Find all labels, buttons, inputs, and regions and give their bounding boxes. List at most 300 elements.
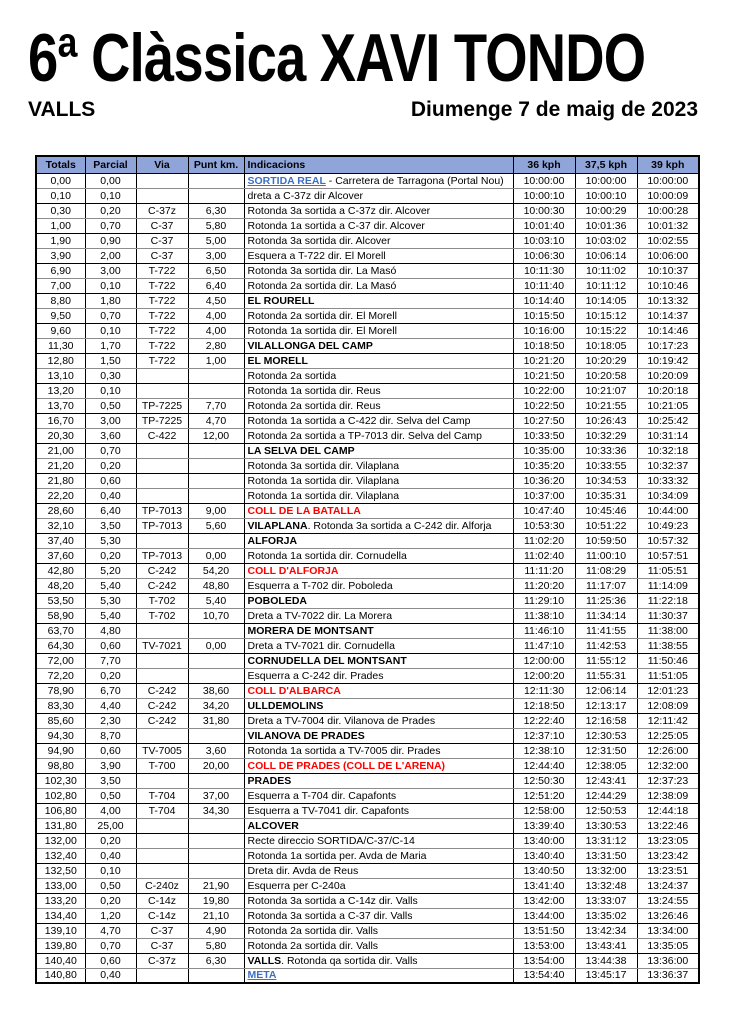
- time-36kph-cell: 10:11:30: [513, 263, 575, 278]
- time-39kph-cell: 10:10:37: [637, 263, 699, 278]
- time-36kph-cell: 13:39:40: [513, 818, 575, 833]
- indicacions-cell: [244, 653, 513, 668]
- km-cell: [188, 728, 244, 743]
- table-row: [36, 713, 699, 728]
- via-cell: C-37: [136, 233, 188, 248]
- time-36kph-cell: 13:42:00: [513, 893, 575, 908]
- indicacions-text: Rotonda 1a sortida dir. El Morell: [247, 324, 397, 337]
- parcial-cell: 0,00: [85, 173, 136, 188]
- time-375kph-cell: 11:08:29: [575, 563, 637, 578]
- parcial-cell: 0,40: [85, 848, 136, 863]
- parcial-cell: 0,50: [85, 878, 136, 893]
- totals-cell: 21,80: [36, 473, 85, 488]
- via-cell: T-722: [136, 353, 188, 368]
- km-cell: [188, 383, 244, 398]
- parcial-cell: 0,70: [85, 218, 136, 233]
- time-39kph-cell: 11:30:37: [637, 608, 699, 623]
- via-cell: C-37: [136, 218, 188, 233]
- time-39kph-cell: 10:44:00: [637, 503, 699, 518]
- time-36kph-cell: 10:03:10: [513, 233, 575, 248]
- event-subtitle-row: [28, 98, 698, 122]
- km-cell: 48,80: [188, 578, 244, 593]
- via-cell: [136, 368, 188, 383]
- time-39kph-cell: 10:34:09: [637, 488, 699, 503]
- indicacions-text: Rotonda 1a sortida a TV-7005 dir. Prades: [247, 744, 441, 757]
- totals-cell: 7,00: [36, 278, 85, 293]
- time-375kph-cell: 10:01:36: [575, 218, 637, 233]
- time-36kph-cell: 10:00:30: [513, 203, 575, 218]
- time-375kph-cell: 12:16:58: [575, 713, 637, 728]
- via-cell: [136, 623, 188, 638]
- time-375kph-cell: 13:31:50: [575, 848, 637, 863]
- km-cell: 5,80: [188, 938, 244, 953]
- km-cell: [188, 473, 244, 488]
- km-cell: 6,30: [188, 203, 244, 218]
- parcial-cell: 3,00: [85, 413, 136, 428]
- via-cell: T-704: [136, 788, 188, 803]
- km-cell: [188, 443, 244, 458]
- parcial-cell: 5,30: [85, 533, 136, 548]
- table-row: [36, 848, 699, 863]
- time-39kph-cell: 10:19:42: [637, 353, 699, 368]
- via-cell: [136, 968, 188, 983]
- time-39kph-cell: 12:26:00: [637, 743, 699, 758]
- totals-cell: 32,10: [36, 518, 85, 533]
- totals-cell: 132,50: [36, 863, 85, 878]
- time-375kph-cell: 13:30:53: [575, 818, 637, 833]
- totals-cell: 9,50: [36, 308, 85, 323]
- indicacions-text: Esquerra a T-702 dir. Poboleda: [247, 579, 393, 592]
- km-cell: 38,60: [188, 683, 244, 698]
- indicacions-text: Rotonda 1a sortida dir. Vilaplana: [247, 474, 400, 487]
- via-cell: TV-7021: [136, 638, 188, 653]
- km-cell: 34,30: [188, 803, 244, 818]
- totals-cell: 132,00: [36, 833, 85, 848]
- parcial-cell: 0,60: [85, 638, 136, 653]
- via-cell: [136, 818, 188, 833]
- parcial-cell: 8,70: [85, 728, 136, 743]
- indicacions-cell: [244, 968, 513, 983]
- indicacions-text: Rotonda 2a sortida dir. Valls: [247, 924, 379, 937]
- time-39kph-cell: 10:02:55: [637, 233, 699, 248]
- table-row: [36, 938, 699, 953]
- time-375kph-cell: 10:11:12: [575, 278, 637, 293]
- via-cell: [136, 653, 188, 668]
- table-row: [36, 488, 699, 503]
- via-cell: C-14z: [136, 893, 188, 908]
- table-row: [36, 653, 699, 668]
- indicacions-text: EL ROURELL: [247, 294, 315, 307]
- parcial-cell: 3,50: [85, 518, 136, 533]
- time-36kph-cell: 13:40:50: [513, 863, 575, 878]
- km-cell: 5,00: [188, 233, 244, 248]
- km-cell: [188, 653, 244, 668]
- time-36kph-cell: 10:36:20: [513, 473, 575, 488]
- indicacions-cell: [244, 743, 513, 758]
- indicacions-cell: [244, 608, 513, 623]
- table-row: [36, 218, 699, 233]
- totals-cell: 63,70: [36, 623, 85, 638]
- parcial-cell: 0,90: [85, 233, 136, 248]
- parcial-cell: 4,80: [85, 623, 136, 638]
- via-cell: [136, 458, 188, 473]
- totals-cell: 53,50: [36, 593, 85, 608]
- parcial-cell: 5,40: [85, 578, 136, 593]
- time-39kph-cell: 12:25:05: [637, 728, 699, 743]
- via-cell: C-37: [136, 938, 188, 953]
- indicacions-text: Recte direccio SORTIDA/C-37/C-14: [247, 834, 415, 847]
- via-cell: [136, 848, 188, 863]
- time-36kph-cell: 10:01:40: [513, 218, 575, 233]
- time-39kph-cell: 12:32:00: [637, 758, 699, 773]
- km-cell: [188, 173, 244, 188]
- totals-cell: 98,80: [36, 758, 85, 773]
- time-36kph-cell: 10:15:50: [513, 308, 575, 323]
- time-39kph-cell: 13:34:00: [637, 923, 699, 938]
- time-36kph-cell: 11:11:20: [513, 563, 575, 578]
- totals-cell: 0,00: [36, 173, 85, 188]
- parcial-cell: 25,00: [85, 818, 136, 833]
- time-39kph-cell: 10:49:23: [637, 518, 699, 533]
- parcial-cell: 1,80: [85, 293, 136, 308]
- totals-cell: 8,80: [36, 293, 85, 308]
- table-row: [36, 623, 699, 638]
- time-36kph-cell: 10:27:50: [513, 413, 575, 428]
- totals-cell: 140,40: [36, 953, 85, 968]
- time-36kph-cell: 10:53:30: [513, 518, 575, 533]
- time-36kph-cell: 10:21:20: [513, 353, 575, 368]
- indicacions-cell: [244, 548, 513, 563]
- table-row: [36, 308, 699, 323]
- time-39kph-cell: 10:20:09: [637, 368, 699, 383]
- time-39kph-cell: 13:22:46: [637, 818, 699, 833]
- indicacions-text: Rotonda 2a sortida a TP-7013 dir. Selva del Camp: [247, 429, 482, 442]
- table-row: [36, 428, 699, 443]
- totals-cell: 13,20: [36, 383, 85, 398]
- indicacions-text: Rotonda 1a sortida dir. Vilaplana: [247, 489, 400, 502]
- totals-cell: 94,30: [36, 728, 85, 743]
- indicacions-text: dreta a C-37z dir Alcover: [247, 189, 364, 202]
- via-cell: C-422: [136, 428, 188, 443]
- indicacions-cell: [244, 458, 513, 473]
- time-375kph-cell: 10:59:50: [575, 533, 637, 548]
- time-375kph-cell: 10:18:05: [575, 338, 637, 353]
- column-header-7: 39 kph: [637, 156, 699, 173]
- indicacions-text: CORNUDELLA DEL MONTSANT: [247, 654, 407, 667]
- indicacions-cell: [244, 203, 513, 218]
- totals-cell: 16,70: [36, 413, 85, 428]
- indicacions-cell: [244, 308, 513, 323]
- indicacions-text: COLL D'ALBARCA: [247, 684, 341, 697]
- km-cell: [188, 533, 244, 548]
- parcial-cell: 0,10: [85, 323, 136, 338]
- parcial-cell: 4,00: [85, 803, 136, 818]
- time-39kph-cell: 11:14:09: [637, 578, 699, 593]
- totals-cell: 139,80: [36, 938, 85, 953]
- time-375kph-cell: 10:15:12: [575, 308, 637, 323]
- km-cell: 5,60: [188, 518, 244, 533]
- parcial-cell: 0,50: [85, 398, 136, 413]
- indicacions-cell: [244, 938, 513, 953]
- indicacions-text: VALLS: [247, 954, 282, 967]
- time-375kph-cell: 13:32:48: [575, 878, 637, 893]
- time-36kph-cell: 13:40:00: [513, 833, 575, 848]
- km-cell: [188, 623, 244, 638]
- table-row: [36, 878, 699, 893]
- time-375kph-cell: 10:15:22: [575, 323, 637, 338]
- indicacions-text: . Rotonda qa sortida dir. Valls: [281, 954, 418, 967]
- indicacions-text: Esquerra a C-242 dir. Prades: [247, 669, 384, 682]
- totals-cell: 20,30: [36, 428, 85, 443]
- table-row: [36, 248, 699, 263]
- km-cell: 5,40: [188, 593, 244, 608]
- time-36kph-cell: 11:20:20: [513, 578, 575, 593]
- time-375kph-cell: 10:33:55: [575, 458, 637, 473]
- via-cell: TP-7225: [136, 413, 188, 428]
- time-39kph-cell: 10:21:05: [637, 398, 699, 413]
- totals-cell: 134,40: [36, 908, 85, 923]
- indicacions-text: Rotonda 1a sortida dir. Cornudella: [247, 549, 407, 562]
- time-36kph-cell: 12:37:10: [513, 728, 575, 743]
- parcial-cell: 0,20: [85, 893, 136, 908]
- totals-cell: 9,60: [36, 323, 85, 338]
- table-row: [36, 968, 699, 983]
- totals-cell: 106,80: [36, 803, 85, 818]
- totals-cell: 13,70: [36, 398, 85, 413]
- parcial-cell: 5,20: [85, 563, 136, 578]
- indicacions-cell: [244, 188, 513, 203]
- km-cell: [188, 773, 244, 788]
- parcial-cell: 4,40: [85, 698, 136, 713]
- via-cell: TP-7013: [136, 518, 188, 533]
- indicacions-text: . Rotonda 3a sortida a C-242 dir. Alforja: [307, 519, 492, 532]
- indicacions-cell: [244, 263, 513, 278]
- indicacions-cell: [244, 278, 513, 293]
- via-cell: T-722: [136, 308, 188, 323]
- indicacions-cell: [244, 953, 513, 968]
- time-36kph-cell: 12:18:50: [513, 698, 575, 713]
- totals-cell: 102,80: [36, 788, 85, 803]
- time-375kph-cell: 13:42:34: [575, 923, 637, 938]
- table-row: [36, 548, 699, 563]
- via-cell: [136, 863, 188, 878]
- time-39kph-cell: 10:14:37: [637, 308, 699, 323]
- via-cell: T-704: [136, 803, 188, 818]
- parcial-cell: 4,70: [85, 923, 136, 938]
- table-row: [36, 743, 699, 758]
- indicacions-text: Rotonda 1a sortida a C-37 dir. Alcover: [247, 219, 425, 232]
- time-39kph-cell: 10:57:51: [637, 548, 699, 563]
- time-375kph-cell: 11:55:12: [575, 653, 637, 668]
- totals-cell: 1,90: [36, 233, 85, 248]
- via-cell: C-242: [136, 698, 188, 713]
- table-row: [36, 233, 699, 248]
- indicacions-text: Dreta a TV-7021 dir. Cornudella: [247, 639, 395, 652]
- time-36kph-cell: 13:40:40: [513, 848, 575, 863]
- indicacions-text: Rotonda 3a sortida dir. La Masó: [247, 264, 397, 277]
- time-39kph-cell: 10:25:42: [637, 413, 699, 428]
- totals-cell: 21,00: [36, 443, 85, 458]
- time-36kph-cell: 13:54:40: [513, 968, 575, 983]
- indicacions-cell: [244, 323, 513, 338]
- table-row: [36, 788, 699, 803]
- via-cell: C-242: [136, 683, 188, 698]
- time-375kph-cell: 10:35:31: [575, 488, 637, 503]
- totals-cell: 139,10: [36, 923, 85, 938]
- totals-cell: 22,20: [36, 488, 85, 503]
- indicacions-cell: [244, 173, 513, 188]
- time-36kph-cell: 12:44:40: [513, 758, 575, 773]
- time-36kph-cell: 12:51:20: [513, 788, 575, 803]
- time-39kph-cell: 10:32:18: [637, 443, 699, 458]
- via-cell: C-14z: [136, 908, 188, 923]
- table-row: [36, 953, 699, 968]
- totals-cell: 48,20: [36, 578, 85, 593]
- parcial-cell: 0,70: [85, 938, 136, 953]
- time-36kph-cell: 12:50:30: [513, 773, 575, 788]
- time-375kph-cell: 12:06:14: [575, 683, 637, 698]
- parcial-cell: 3,00: [85, 263, 136, 278]
- indicacions-cell: [244, 593, 513, 608]
- via-cell: [136, 833, 188, 848]
- via-cell: [136, 668, 188, 683]
- time-375kph-cell: 12:43:41: [575, 773, 637, 788]
- totals-cell: 133,00: [36, 878, 85, 893]
- indicacions-text: Rotonda 3a sortida dir. Alcover: [247, 234, 391, 247]
- time-36kph-cell: 10:14:40: [513, 293, 575, 308]
- parcial-cell: 2,30: [85, 713, 136, 728]
- km-cell: 21,10: [188, 908, 244, 923]
- time-39kph-cell: 11:22:18: [637, 593, 699, 608]
- km-cell: 20,00: [188, 758, 244, 773]
- totals-cell: 13,10: [36, 368, 85, 383]
- table-row: [36, 188, 699, 203]
- time-375kph-cell: 11:55:31: [575, 668, 637, 683]
- via-cell: [136, 773, 188, 788]
- indicacions-cell: [244, 428, 513, 443]
- time-36kph-cell: 13:44:00: [513, 908, 575, 923]
- table-row: [36, 383, 699, 398]
- time-36kph-cell: 10:35:20: [513, 458, 575, 473]
- indicacions-text: VILAPLANA: [247, 519, 308, 532]
- time-375kph-cell: 13:43:41: [575, 938, 637, 953]
- time-39kph-cell: 10:01:32: [637, 218, 699, 233]
- km-cell: 4,90: [188, 923, 244, 938]
- time-375kph-cell: 10:03:02: [575, 233, 637, 248]
- parcial-cell: 0,70: [85, 443, 136, 458]
- parcial-cell: 0,60: [85, 743, 136, 758]
- via-cell: T-702: [136, 593, 188, 608]
- time-39kph-cell: 10:32:37: [637, 458, 699, 473]
- indicacions-text: ALFORJA: [247, 534, 298, 547]
- parcial-cell: 0,20: [85, 203, 136, 218]
- km-cell: 31,80: [188, 713, 244, 728]
- time-375kph-cell: 10:51:22: [575, 518, 637, 533]
- column-header-0: Totals: [36, 156, 85, 173]
- indicacions-cell: [244, 908, 513, 923]
- time-375kph-cell: 11:34:14: [575, 608, 637, 623]
- table-row: [36, 758, 699, 773]
- parcial-cell: 7,70: [85, 653, 136, 668]
- time-39kph-cell: 13:26:46: [637, 908, 699, 923]
- indicacions-text: ULLDEMOLINS: [247, 699, 324, 712]
- time-36kph-cell: 12:38:10: [513, 743, 575, 758]
- time-39kph-cell: 13:24:55: [637, 893, 699, 908]
- time-39kph-cell: 12:01:23: [637, 683, 699, 698]
- parcial-cell: 0,20: [85, 458, 136, 473]
- time-375kph-cell: 11:41:55: [575, 623, 637, 638]
- table-row: [36, 668, 699, 683]
- indicacions-cell: [244, 518, 513, 533]
- indicacions-text: Rotonda 2a sortida dir. La Masó: [247, 279, 397, 292]
- indicacions-cell: [244, 683, 513, 698]
- km-cell: [188, 848, 244, 863]
- parcial-cell: 0,60: [85, 473, 136, 488]
- time-36kph-cell: 11:02:20: [513, 533, 575, 548]
- time-36kph-cell: 12:22:40: [513, 713, 575, 728]
- time-375kph-cell: 10:21:55: [575, 398, 637, 413]
- via-cell: TP-7013: [136, 548, 188, 563]
- via-cell: C-37z: [136, 203, 188, 218]
- parcial-cell: 0,40: [85, 968, 136, 983]
- via-cell: T-722: [136, 278, 188, 293]
- time-36kph-cell: 10:33:50: [513, 428, 575, 443]
- km-cell: [188, 863, 244, 878]
- time-375kph-cell: 11:25:36: [575, 593, 637, 608]
- totals-cell: 37,60: [36, 548, 85, 563]
- time-375kph-cell: 12:30:53: [575, 728, 637, 743]
- column-header-6: 37,5 kph: [575, 156, 637, 173]
- indicacions-text: EL MORELL: [247, 354, 308, 367]
- indicacions-text: Esquerra per C-240a: [247, 879, 346, 892]
- indicacions-cell: [244, 698, 513, 713]
- indicacions-cell: [244, 293, 513, 308]
- km-cell: [188, 458, 244, 473]
- time-375kph-cell: 13:45:17: [575, 968, 637, 983]
- time-39kph-cell: 13:36:00: [637, 953, 699, 968]
- time-375kph-cell: 10:45:46: [575, 503, 637, 518]
- time-36kph-cell: 13:41:40: [513, 878, 575, 893]
- time-375kph-cell: 10:26:43: [575, 413, 637, 428]
- km-cell: [188, 488, 244, 503]
- indicacions-cell: [244, 878, 513, 893]
- indicacions-text: Esquerra a TV-7041 dir. Capafonts: [247, 804, 409, 817]
- table-row: [36, 578, 699, 593]
- indicacions-text: POBOLEDA: [247, 594, 308, 607]
- time-36kph-cell: 11:46:10: [513, 623, 575, 638]
- via-cell: T-722: [136, 323, 188, 338]
- time-36kph-cell: 10:11:40: [513, 278, 575, 293]
- table-row: [36, 593, 699, 608]
- time-39kph-cell: 11:51:05: [637, 668, 699, 683]
- km-cell: 19,80: [188, 893, 244, 908]
- time-375kph-cell: 12:38:05: [575, 758, 637, 773]
- time-375kph-cell: 13:32:00: [575, 863, 637, 878]
- table-row: [36, 458, 699, 473]
- km-cell: 12,00: [188, 428, 244, 443]
- indicacions-text: VILALLONGA DEL CAMP: [247, 339, 373, 352]
- table-row: [36, 173, 699, 188]
- table-row: [36, 203, 699, 218]
- km-cell: [188, 833, 244, 848]
- indicacions-text: Rotonda 2a sortida dir. Valls: [247, 939, 379, 952]
- km-cell: 7,70: [188, 398, 244, 413]
- indicacions-text: Dreta a TV-7004 dir. Vilanova de Prades: [247, 714, 436, 727]
- km-cell: [188, 188, 244, 203]
- via-cell: [136, 173, 188, 188]
- column-header-1: Parcial: [85, 156, 136, 173]
- time-36kph-cell: 13:51:50: [513, 923, 575, 938]
